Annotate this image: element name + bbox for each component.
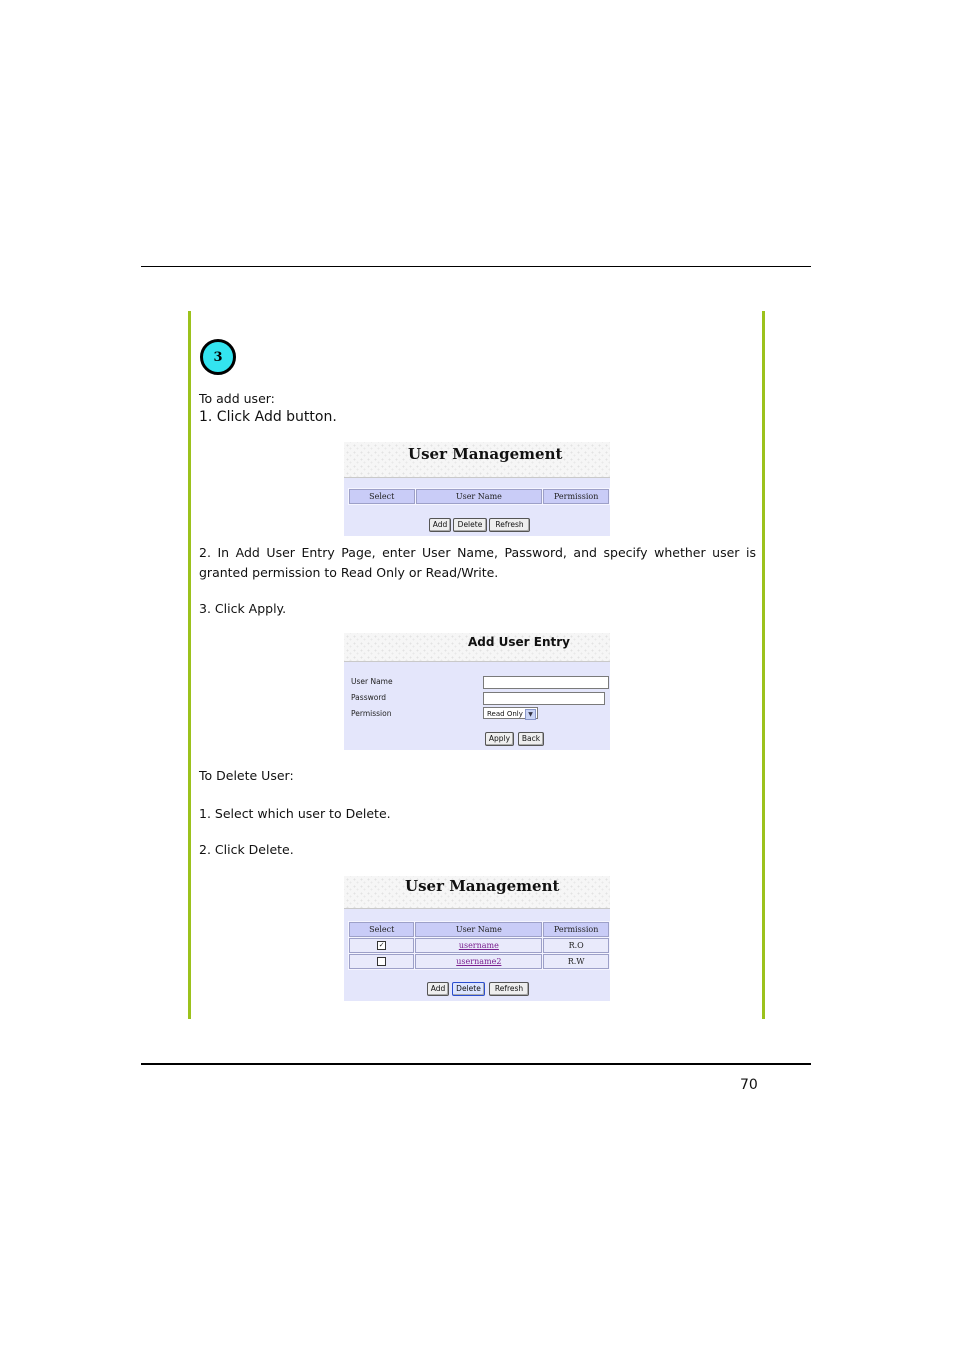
user-name-link[interactable]: username2 [456, 957, 502, 966]
permission-select[interactable] [483, 707, 538, 719]
add-button[interactable]: Add [427, 982, 449, 996]
column-header-select: Select [349, 489, 415, 504]
password-label: Password [351, 693, 387, 702]
add-button[interactable]: Add [429, 518, 451, 532]
chevron-down-icon[interactable]: ▼ [525, 709, 536, 720]
add-user-step1: 1. Click Add button. [199, 409, 337, 425]
permission-cell: R.W [543, 954, 609, 969]
column-header-select: Select [349, 922, 414, 937]
delete-button[interactable]: Delete [452, 982, 485, 996]
user-name-cell [415, 938, 542, 953]
column-header-permission: Permission [543, 489, 609, 504]
table-row [349, 954, 609, 969]
panel-title: Add User Entry [468, 635, 570, 649]
user-name-input[interactable] [483, 676, 609, 689]
select-cell [349, 938, 414, 953]
right-accent-bar [762, 311, 765, 1019]
permission-label: Permission [351, 709, 392, 718]
table-row [349, 938, 609, 953]
step-number-badge: 3 [200, 339, 236, 375]
panel-title: User Management [405, 877, 560, 895]
refresh-button[interactable]: Refresh [489, 518, 530, 532]
user-table [348, 921, 610, 970]
refresh-button[interactable]: Refresh [489, 982, 529, 996]
delete-user-heading: To Delete User: [199, 768, 294, 783]
delete-button[interactable]: Delete [453, 518, 487, 532]
add-user-entry-screenshot [344, 633, 610, 750]
column-header-user-name: User Name [415, 922, 542, 937]
user-management-screenshot-list [344, 876, 610, 1001]
panel-header [344, 876, 610, 909]
user-table [348, 488, 610, 505]
delete-user-step2: 2. Click Delete. [199, 842, 294, 857]
user-name-link[interactable]: username [458, 941, 499, 950]
column-header-user-name: User Name [416, 489, 543, 504]
row-select-checkbox[interactable] [377, 957, 386, 966]
panel-header [344, 442, 610, 478]
delete-user-step1: 1. Select which user to Delete. [199, 806, 391, 821]
password-input[interactable] [483, 692, 605, 705]
back-button[interactable]: Back [518, 732, 544, 746]
page-number: 70 [740, 1077, 758, 1093]
permission-cell: R.O [543, 938, 609, 953]
user-management-screenshot-empty [344, 442, 610, 536]
add-user-heading: To add user: [199, 391, 275, 406]
panel-title: User Management [408, 445, 563, 463]
header-rule [141, 266, 811, 267]
add-user-step2: 2. In Add User Entry Page, enter User Name, Password, and specify whether user is granted permission to Read Only or Read/Write. [199, 545, 756, 580]
apply-button[interactable]: Apply [485, 732, 514, 746]
user-name-cell [415, 954, 542, 969]
select-cell [349, 954, 414, 969]
left-accent-bar [188, 311, 191, 1019]
column-header-permission: Permission [543, 922, 609, 937]
add-user-step3: 3. Click Apply. [199, 601, 287, 616]
row-select-checkbox[interactable]: ✓ [378, 941, 385, 950]
footer-rule [141, 1063, 811, 1065]
user-name-label: User Name [351, 677, 393, 686]
panel-header [344, 633, 610, 662]
permission-select-value: Read Only [487, 710, 523, 718]
